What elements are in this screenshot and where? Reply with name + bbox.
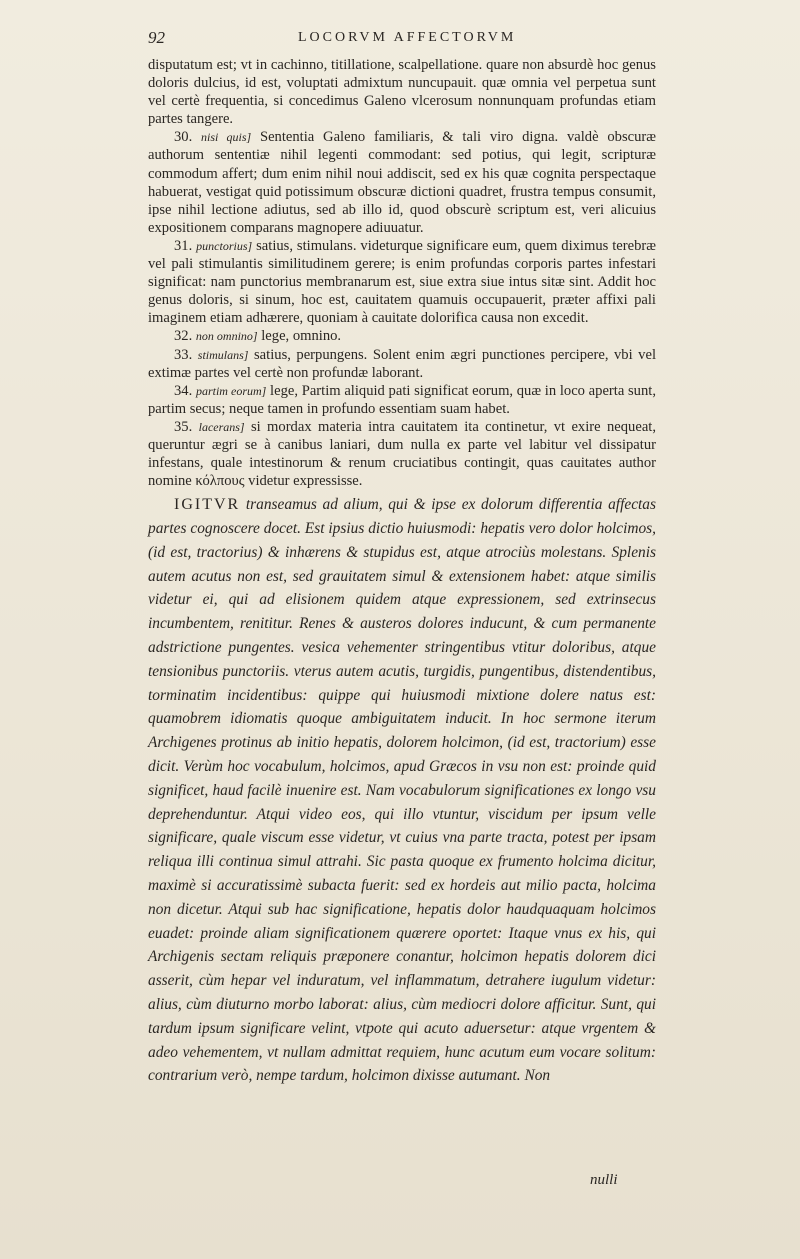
note-text: lege, Partim aliquid pati significat eorum, quæ in loco aperta sunt, partim secus; neque tamen in profundo essentiam suam habet. [148,382,656,417]
running-title: LOCORVM AFFECTORVM [298,30,517,45]
note-text: Sententia Galeno familiaris, & tali viro digna. valdè obscuræ authorum sententiæ nihil legenti commodant: sed potius, qui legit, scripturæ commodum affert; dum enim nihil noui addiscit, sed ex his quæ cognita perspectaque habuerat, vestigat quid potissimum obscuræ dictioni quadret, frustra tempus consumit, ipse nihil lectione adiutus, sed ab illo id, quod obscurè scriptum est, veri alicuius expositionem comparans magnopere adiuuatur. [148,129,656,236]
note-text: satius, stimulans. videturque significare eum, quem diximus terebræ vel pali stimulantis similitudinem gerere; is enim profundas corporis partes infestari significat: nam punctorius membranarum est, siue extra siue intus sitæ sint. Addit hoc genus doloris, si sinum, hoc est, cauitatem quamuis occupauerit, præter affixi pali imaginem etiam adhærere, quoniam à cauitate dolorifica causa non excedit. [148,237,656,327]
note-lemma: partim eorum] [195,383,267,398]
note-number: 33. [174,346,193,363]
note-number: 30. [174,129,193,146]
note-number: 31. [174,237,193,254]
note-35 [148,418,656,490]
note-lemma: lacerans] [198,419,245,434]
note-32 [148,327,656,345]
note-text: si mordax materia intra cauitatem ita continetur, vt exire nequeat, queruntur ægri se à canibus laniari, dum nulla ex parte vel labitur vel dissipatur infestans, quale intestinorum & renum cruciatibus contingit, quas cauitates author nomine κόλπους videtur expressisse. [148,418,656,490]
note-opening: disputatum est; vt in cachinno, titillatione, scalpellatione. quare non absurdè hoc genus doloris dulcius, id est, voluptati admixtum nuncupauit. quæ omnia vel perpetua sunt vel certè frequentia, si concedimus Galeno vlcerosum nonnunquam profundas etiam partes tangere. [148,57,656,128]
note-lemma: nisi quis] [201,130,252,145]
note-33 [148,346,656,382]
page-body [148,56,656,1088]
note-lemma: stimulans] [197,347,249,362]
translation-paragraph [148,493,656,1088]
note-number: 32. [174,328,193,345]
note-30 [148,128,656,237]
note-number: 34. [174,382,193,399]
initial-word: IGITVR [174,496,241,514]
note-lemma: punctorius] [196,238,253,253]
note-34 [148,382,656,418]
page-header [148,28,656,52]
note-lemma: non omnino] [195,329,258,344]
translation-text [148,493,656,1088]
note-text: satius, perpungens. Solent enim ægri punctiones percipere, vbi vel extimæ partes vel certè non profundæ laborant. [148,346,657,381]
note-number: 35. [174,418,193,435]
commentary-notes [148,56,656,490]
catchword: nulli [590,1172,618,1188]
page-number: 92 [148,28,165,47]
translation-body: transeamus ad alium, qui & ipse ex dolorum differentia affectas partes cognoscere docet. Est ipsius dictio huiusmodi: hepatis vero dolor holcimos, (id est, tractorius) & inhærens & stupidus est, atque atrociùs molestans. Splenis autem acutus non est, sed grauitatem simul & extensionem habet: atque similis videtur ei, qui ad elisionem quidem atque expressionem, sed extrinsecus incumbentem, renititur. Renes & austeros dolores inducunt, & cum permanente adstrictione pungentes. vesica vehementer stringentibus vtitur doloribus, atque tensionibus punctoriis. vterus autem acutis, turgidis, pungentibus, distendentibus, torminatim incidentibus: quippe qui huiusmodi mixtione dolere natus est: quamobrem idiomatis quoque ambiguitatem inducit. In hoc sermone iterum Archigenes protinus ab initio hepatis, dolorem holcimon, (id est, tractorium) esse dicit. Verùm hoc vocabulum, holcimos, apud Græcos in vsu non est: proinde quid significet, haud facilè inuenire est. Nam vocabulorum significationes ex longo vsu deprehenduntur. Atqui video eos, qui illo vtuntur, viscidum per ipsum velle significare, quale viscum esse videtur, vt cuius vna parte tracta, potest per ipsam reliqua illi continua simul attrahi. Sic pasta quoque ex frumento holcima dicitur, maximè si accuratissimè subacta fuerit: sed ex hordeis aut milio pacta, holcima non dicetur. Atqui sub hac significatione, hepatis dolor haudquaquam holcimos euadet: proinde aliam significationem quærere oportet: Itaque vnus ex his, qui Archigenis sectam reliquis præponere conantur, holcimon hepatis dolorem dici asserit, cùm hepar vel induratum, vel inflammatum, detrahere iugulum videtur: alius, cùm diuturno morbo laborat: alius, cùm mediocri dolore afficitur. Sunt, qui tardum ipsum significare velint, vtpote qui acuto aduersetur: atque vrgentem & adeo vehementem, vt nullam admittat requiem, hunc acutum eum vocare solitum: contrarium verò, nempe tardum, holcimon dixisse autumant. Non [148,496,656,1085]
note-31 [148,237,656,327]
note-text: lege, omnino. [261,328,342,345]
